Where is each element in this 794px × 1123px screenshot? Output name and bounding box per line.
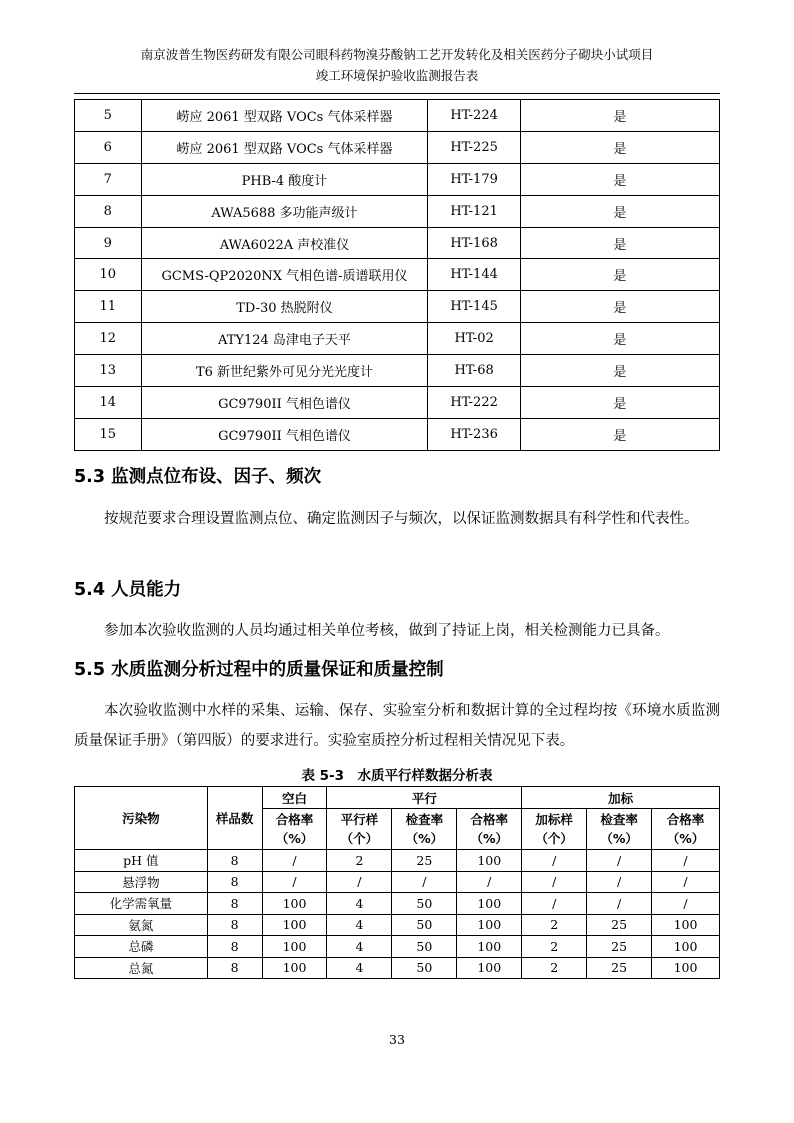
cell-pk: 50 — [392, 914, 457, 936]
cell-no: 8 — [75, 195, 142, 227]
cell-blank: 100 — [262, 936, 327, 958]
section-5-5-text: 本次验收监测中水样的采集、运输、保存、实验室分析和数据计算的全过程均按《环境水质监测质量保证手册》（第四版）的要求进行。实验室质控分析过程相关情况见下表。 — [74, 703, 720, 749]
cell-no: 11 — [75, 291, 142, 323]
cell-name: GC9790II 气相色谱仪 — [141, 387, 428, 419]
cell-sk: / — [587, 893, 652, 915]
header-line-2: 竣工环境保护验收监测报告表 — [315, 68, 479, 83]
qc-table — [74, 786, 720, 979]
table-row — [75, 893, 720, 915]
header-blank-rate: 合格率（%） — [262, 809, 327, 850]
cell-name: AWA5688 多功能声级计 — [141, 195, 428, 227]
cell-sr: / — [652, 871, 720, 893]
cell-sc: / — [522, 871, 587, 893]
section-5-4-text: 参加本次验收监测的人员均通过相关单位考核，做到了持证上岗，相关检测能力已具备。 — [104, 623, 670, 639]
cell-code: HT-222 — [428, 387, 520, 419]
cell-name: T6 新世纪紫外可见分光光度计 — [141, 355, 428, 387]
cell-sr: 100 — [652, 957, 720, 979]
cell-sr: 100 — [652, 936, 720, 958]
header-rule — [74, 93, 720, 94]
table-row — [75, 100, 720, 132]
table-row — [75, 914, 720, 936]
cell-sk: / — [587, 850, 652, 872]
header-pollutant: 污染物 — [75, 787, 208, 850]
section-5-5-title: 5.5 水质监测分析过程中的质量保证和质量控制 — [74, 660, 444, 680]
cell-sk: 25 — [587, 914, 652, 936]
cell-pr: 100 — [457, 914, 522, 936]
cell-sc: / — [522, 893, 587, 915]
section-5-3-text: 按规范要求合理设置监测点位、确定监测因子与频次，以保证监测数据具有科学性和代表性。 — [104, 511, 699, 527]
cell-pr: / — [457, 871, 522, 893]
cell-ok: 是 — [520, 100, 719, 132]
table-row — [75, 871, 720, 893]
cell-name: pH 值 — [75, 850, 208, 872]
cell-name: 化学需氧量 — [75, 893, 208, 915]
cell-sc: / — [522, 850, 587, 872]
table-row — [75, 131, 720, 163]
cell-pk: 50 — [392, 936, 457, 958]
cell-pk: 25 — [392, 850, 457, 872]
cell-ok: 是 — [520, 227, 719, 259]
cell-no: 10 — [75, 259, 142, 291]
cell-pk: 50 — [392, 957, 457, 979]
cell-name: 总氮 — [75, 957, 208, 979]
cell-sk: / — [587, 871, 652, 893]
cell-sc: 2 — [522, 957, 587, 979]
table-row — [75, 291, 720, 323]
cell-name: 氨氮 — [75, 914, 208, 936]
cell-blank: 100 — [262, 957, 327, 979]
cell-sr: / — [652, 850, 720, 872]
cell-pk: 50 — [392, 893, 457, 915]
cell-sr: 100 — [652, 914, 720, 936]
header-spike-count: 加标样（个） — [522, 809, 587, 850]
table-row — [75, 227, 720, 259]
cell-n: 8 — [207, 850, 262, 872]
table-row — [75, 195, 720, 227]
header-spike-check: 检查率（%） — [587, 809, 652, 850]
section-5-4-title: 5.4 人员能力 — [74, 580, 182, 600]
cell-sk: 25 — [587, 936, 652, 958]
table-row — [75, 936, 720, 958]
cell-blank: 100 — [262, 914, 327, 936]
cell-name: 崂应 2061 型双路 VOCs 气体采样器 — [141, 100, 428, 132]
cell-ok: 是 — [520, 387, 719, 419]
cell-ok: 是 — [520, 355, 719, 387]
header-blank: 空白 — [262, 787, 327, 809]
header-parallel-count: 平行样（个） — [327, 809, 392, 850]
cell-name: ATY124 岛津电子天平 — [141, 323, 428, 355]
cell-no: 6 — [75, 131, 142, 163]
cell-ok: 是 — [520, 195, 719, 227]
page-header — [74, 44, 720, 86]
cell-no: 5 — [75, 100, 142, 132]
table-5-3-caption: 表 5-3 水质平行样数据分析表 — [301, 768, 493, 784]
table-row — [75, 957, 720, 979]
cell-ok: 是 — [520, 291, 719, 323]
equipment-table — [74, 99, 720, 451]
cell-code: HT-224 — [428, 100, 520, 132]
header-parallel-rate: 合格率（%） — [457, 809, 522, 850]
cell-blank: 100 — [262, 893, 327, 915]
cell-ok: 是 — [520, 259, 719, 291]
cell-code: HT-145 — [428, 291, 520, 323]
cell-pc: 4 — [327, 914, 392, 936]
cell-no: 9 — [75, 227, 142, 259]
cell-name: PHB-4 酸度计 — [141, 163, 428, 195]
table-row — [75, 259, 720, 291]
cell-ok: 是 — [520, 323, 719, 355]
cell-pc: 4 — [327, 936, 392, 958]
cell-no: 15 — [75, 418, 142, 450]
cell-sc: 2 — [522, 936, 587, 958]
header-parallel-check: 检查率（%） — [392, 809, 457, 850]
cell-code: HT-144 — [428, 259, 520, 291]
cell-code: HT-236 — [428, 418, 520, 450]
cell-pk: / — [392, 871, 457, 893]
cell-pc: / — [327, 871, 392, 893]
cell-code: HT-02 — [428, 323, 520, 355]
table-row — [75, 323, 720, 355]
cell-pr: 100 — [457, 850, 522, 872]
cell-name: 崂应 2061 型双路 VOCs 气体采样器 — [141, 131, 428, 163]
cell-blank: / — [262, 850, 327, 872]
cell-pr: 100 — [457, 957, 522, 979]
cell-code: HT-225 — [428, 131, 520, 163]
cell-no: 13 — [75, 355, 142, 387]
table-row — [75, 418, 720, 450]
cell-no: 12 — [75, 323, 142, 355]
cell-code: HT-179 — [428, 163, 520, 195]
header-line-1: 南京波普生物医药研发有限公司眼科药物溴芬酸钠工艺开发转化及相关医药分子砌块小试项目 — [140, 47, 654, 62]
cell-sr: / — [652, 893, 720, 915]
cell-n: 8 — [207, 914, 262, 936]
table-row — [75, 163, 720, 195]
header-parallel: 平行 — [327, 787, 522, 809]
cell-sc: 2 — [522, 914, 587, 936]
cell-n: 8 — [207, 871, 262, 893]
header-spike: 加标 — [522, 787, 720, 809]
section-5-3-title: 5.3 监测点位布设、因子、频次 — [74, 467, 322, 487]
cell-ok: 是 — [520, 163, 719, 195]
cell-ok: 是 — [520, 131, 719, 163]
cell-no: 14 — [75, 387, 142, 419]
cell-name: 悬浮物 — [75, 871, 208, 893]
header-samples: 样品数 — [207, 787, 262, 850]
cell-pr: 100 — [457, 893, 522, 915]
cell-name: TD-30 热脱附仪 — [141, 291, 428, 323]
header-spike-rate: 合格率（%） — [652, 809, 720, 850]
cell-n: 8 — [207, 936, 262, 958]
cell-pc: 4 — [327, 893, 392, 915]
cell-name: AWA6022A 声校准仪 — [141, 227, 428, 259]
cell-pr: 100 — [457, 936, 522, 958]
cell-n: 8 — [207, 957, 262, 979]
cell-code: HT-168 — [428, 227, 520, 259]
table-row — [75, 387, 720, 419]
cell-name: 总磷 — [75, 936, 208, 958]
page-number: 33 — [389, 1032, 405, 1047]
table-row — [75, 850, 720, 872]
cell-n: 8 — [207, 893, 262, 915]
cell-no: 7 — [75, 163, 142, 195]
table-row — [75, 355, 720, 387]
cell-code: HT-121 — [428, 195, 520, 227]
cell-ok: 是 — [520, 418, 719, 450]
cell-name: GCMS-QP2020NX 气相色谱-质谱联用仪 — [141, 259, 428, 291]
cell-pc: 2 — [327, 850, 392, 872]
cell-blank: / — [262, 871, 327, 893]
cell-name: GC9790II 气相色谱仪 — [141, 418, 428, 450]
cell-sk: 25 — [587, 957, 652, 979]
cell-code: HT-68 — [428, 355, 520, 387]
cell-pc: 4 — [327, 957, 392, 979]
